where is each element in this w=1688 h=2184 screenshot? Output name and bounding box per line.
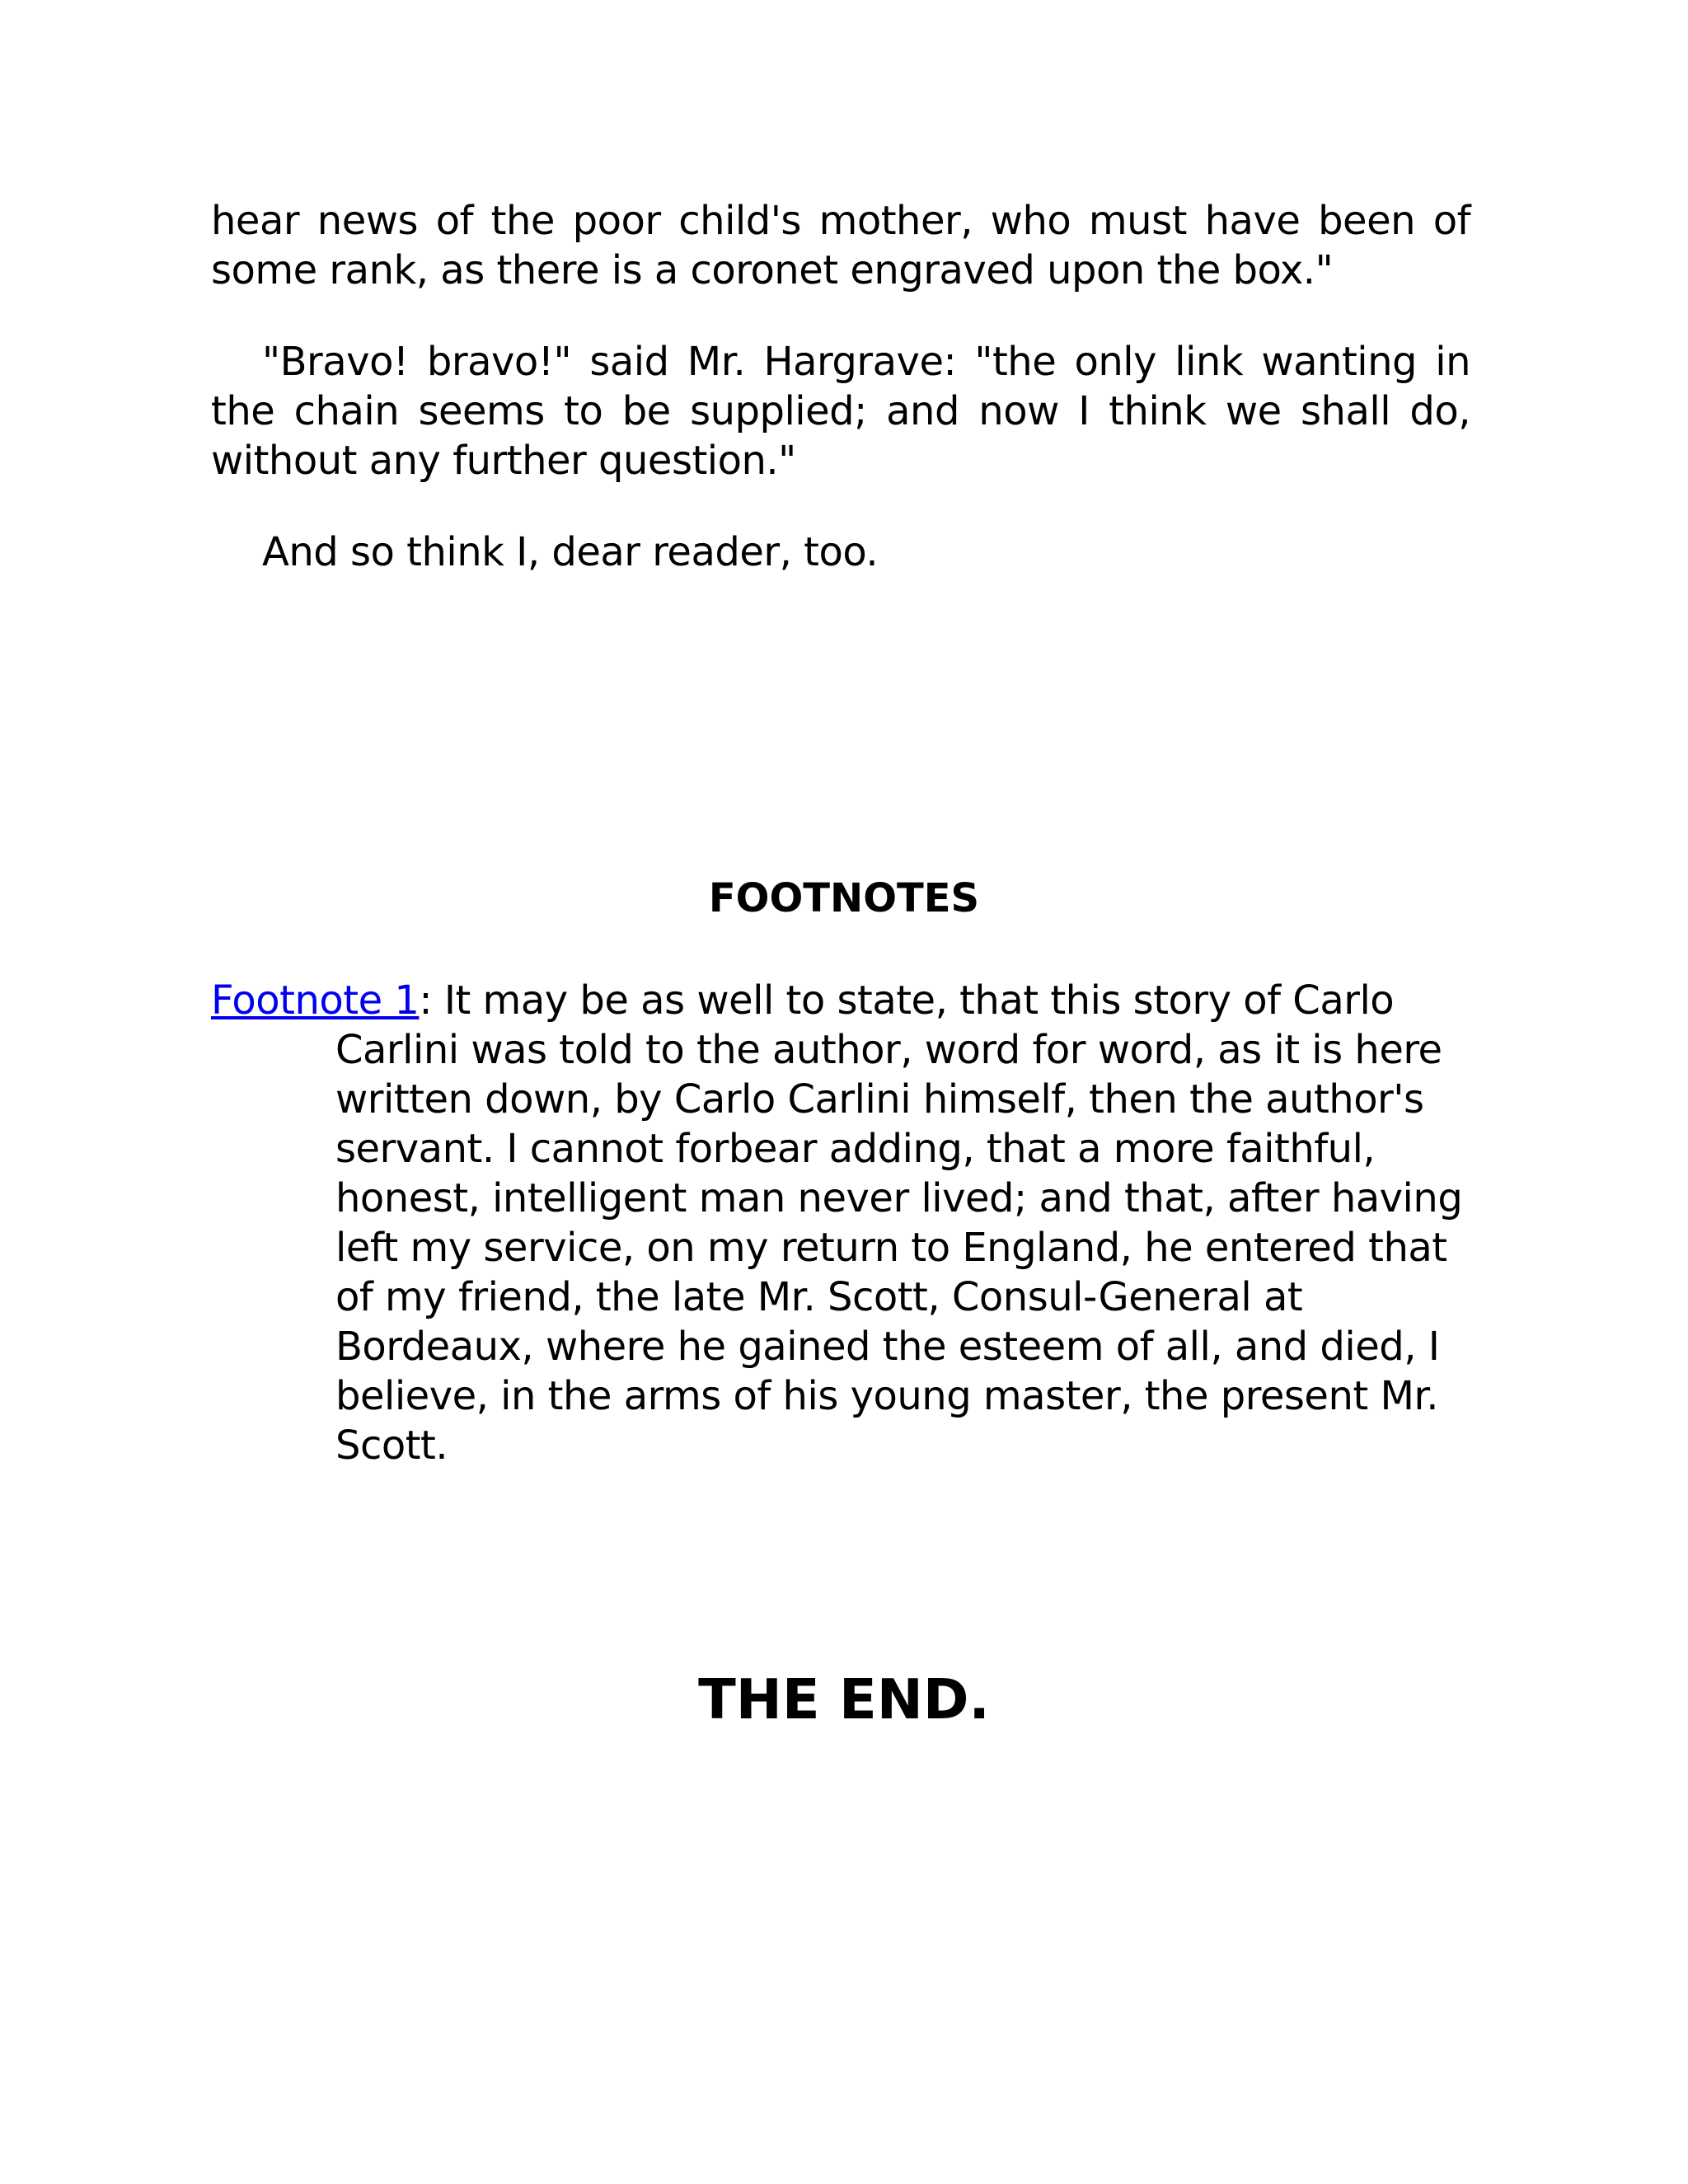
body-paragraph-3: And so think I, dear reader, too. bbox=[262, 529, 879, 575]
body-paragraph-1: hear news of the poor child's mother, who must have been of some rank, as there is a coronet engraved upon the box." bbox=[211, 198, 1470, 293]
footnote-1-text: It may be as well to state, that this story of Carlo Carlini was told to the author, word for word, as it is here written down, by Carlo Carlini himself, then the author's servant. I cannot forbear adding, that a more faithful, honest, intelligent man never lived; and that, after having left my service, on my return to England, he entered that of my friend, the late Mr. Scott, Consul-General at Bordeaux, where he gained the esteem of all, and died, I believe, in the arms of his young master, the present Mr. Scott. bbox=[335, 977, 1463, 1469]
footnotes-heading: FOOTNOTES bbox=[708, 875, 980, 921]
the-end-heading: THE END. bbox=[698, 1667, 990, 1732]
body-paragraph-2: "Bravo! bravo!" said Mr. Hargrave: "the only link wanting in the chain seems to be supplied; and now I think we shall do, without any further question." bbox=[211, 339, 1470, 484]
footnote-separator: : bbox=[419, 977, 433, 1024]
footnote-item bbox=[211, 976, 1489, 1470]
footnote-1-link[interactable]: Footnote 1 bbox=[211, 977, 420, 1024]
